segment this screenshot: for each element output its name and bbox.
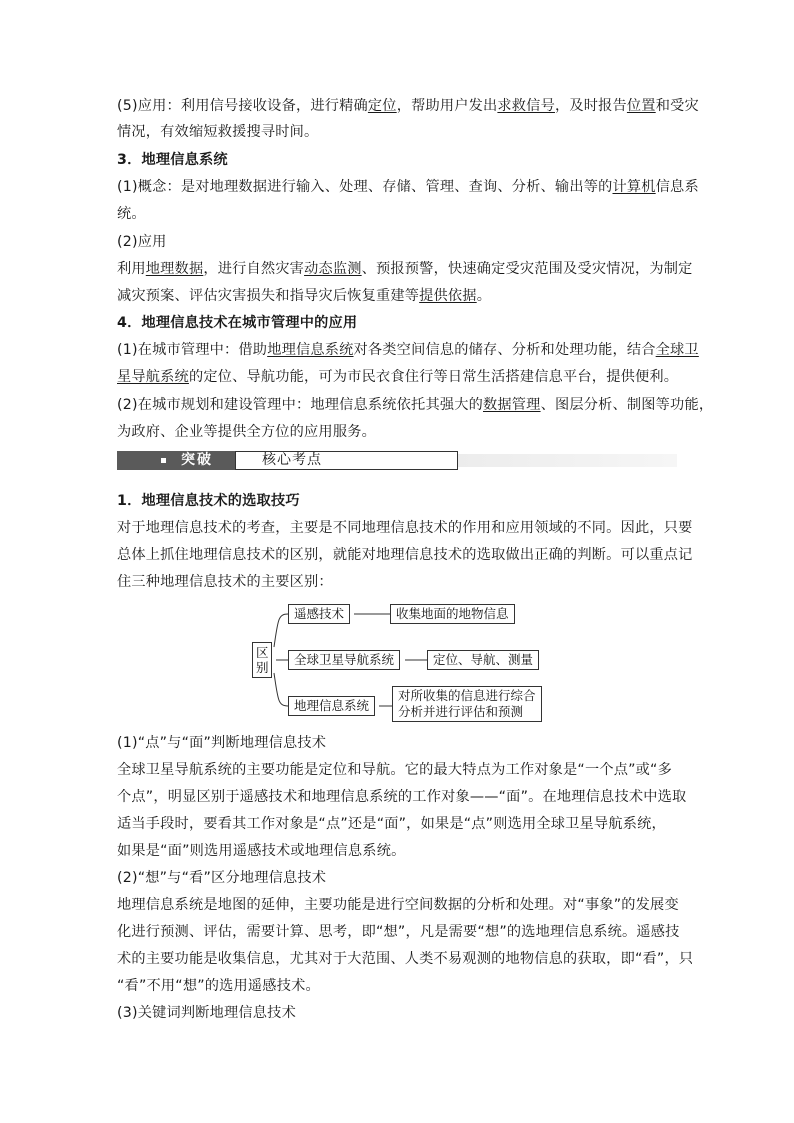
- sub-label-application: (2)应用: [117, 234, 167, 250]
- paragraph-line: 化进行预测、评估，需要计算、思考，即“想”，凡是需要“想”的选地理信息系统。遥感技: [117, 924, 680, 940]
- heading-gis: 3．地理信息系统: [117, 152, 228, 168]
- text: 信息系: [655, 179, 699, 195]
- node-gis: 地理信息系统: [288, 696, 375, 716]
- underlined-term: 动态监测: [304, 261, 362, 277]
- text: (2)在城市规划和建设管理中：地理信息系统依托其强大的: [117, 397, 483, 413]
- node-remote-sensing-desc: 收集地面的地物信息: [390, 604, 515, 624]
- node-gnss-desc: 定位、导航、测量: [427, 650, 539, 670]
- paragraph-line: 对于地理信息技术的考查，主要是不同地理信息技术的作用和应用领域的不同。因此，只要: [117, 520, 693, 536]
- banner-left-label: 突破: [181, 452, 213, 468]
- text: 和受灾: [655, 98, 699, 114]
- comparison-diagram: [252, 598, 552, 728]
- subheading-think-see: (2)“想”与“看”区分地理信息技术: [117, 870, 327, 886]
- subheading-point-area: (1)“点”与“面”判断地理信息技术: [117, 735, 327, 751]
- paragraph-line: [117, 286, 491, 306]
- paragraph-line: 为政府、企业等提供全方位的应用服务。: [117, 424, 376, 440]
- node-gis-desc: [392, 686, 542, 722]
- paragraph-line: “看”不用“想”的选用遥感技术。: [117, 978, 320, 994]
- text: 对各类空间信息的储存、分析和处理功能，结合: [353, 342, 656, 358]
- square-bullet-icon: [161, 458, 166, 463]
- text: 、预报预警，快速确定受灾范围及受灾情况，为制定: [361, 261, 693, 277]
- underlined-term: 数据管理: [483, 397, 541, 413]
- node-gnss: 全球卫星导航系统: [288, 650, 400, 670]
- section-banner: [117, 451, 677, 470]
- text: (1)概念：是对地理数据进行输入、处理、存储、管理、查询、分析、输出等的: [117, 179, 613, 195]
- text: ，帮助用户发出: [396, 98, 498, 114]
- paragraph-line: [117, 367, 678, 387]
- banner-right-label: 核心考点: [262, 452, 322, 468]
- paragraph-city-planning: [117, 395, 713, 415]
- text: (1)在城市管理中：借助: [117, 342, 268, 358]
- paragraph-gis-concept: [117, 177, 699, 197]
- connector-line: [274, 673, 288, 706]
- root-label: 区别: [256, 645, 269, 675]
- underlined-term: 位置: [626, 98, 656, 114]
- paragraph-line: 适当手段时，要看其工作对象是“点”还是“面”，如果是“点”则选用全球卫星导航系统，: [117, 816, 666, 832]
- banner-dark-block: [117, 451, 235, 470]
- connector-line: [274, 614, 288, 647]
- desc-line: 分析并进行评估和预测: [398, 704, 524, 719]
- underlined-term: 提供依据: [419, 288, 477, 304]
- paragraph-gnss-application: [117, 96, 699, 116]
- paragraph-line: 全球卫星导航系统的主要功能是定位和导航。它的最大特点为工作对象是“一个点”或“多: [117, 762, 672, 778]
- paragraph-line: 如果是“面”则选用遥感技术或地理信息系统。: [117, 843, 406, 859]
- paragraph-gis-application: [117, 259, 693, 279]
- paragraph-line: 地理信息系统是地图的延伸，主要功能是进行空间数据的分析和处理。对“事象”的发展变: [117, 897, 679, 913]
- underlined-term: 星导航系统: [117, 369, 189, 385]
- diagram-root-node: [252, 642, 272, 678]
- underlined-term: 地理信息系统: [267, 342, 354, 358]
- node-remote-sensing: 遥感技术: [288, 604, 350, 624]
- paragraph-line: 总体上抓住地理信息技术的区别，就能对地理信息技术的选取做出正确的判断。可以重点记: [117, 547, 693, 563]
- heading-selection-skills: 1．地理信息技术的选取技巧: [117, 493, 300, 509]
- text: 的定位、导航功能，可为市民衣食住行等日常生活搭建信息平台，提供便利。: [188, 369, 679, 385]
- desc-line: 对所收集的信息进行综合: [398, 688, 536, 703]
- text: (5)应用：利用信号接收设备，进行精确: [117, 98, 368, 114]
- text: 、图层分析、制图等功能，: [540, 397, 714, 413]
- underlined-term: 地理数据: [145, 261, 204, 277]
- paragraph-line: 统。: [117, 206, 146, 222]
- underlined-term: 定位: [367, 98, 397, 114]
- subheading-keywords: (3)关键词判断地理信息技术: [117, 1005, 296, 1021]
- text: 减灾预案、评估灾害损失和指导灾后恢复重建等: [117, 288, 420, 304]
- underlined-term: 计算机: [612, 179, 656, 195]
- underlined-term: 全球卫: [655, 342, 699, 358]
- paragraph-line: 情况，有效缩短救援搜寻时间。: [117, 124, 319, 140]
- paragraph-city-management: [117, 340, 699, 360]
- paragraph-line: 个点”，明显区别于遥感技术和地理信息系统的工作对象——“面”。在地理信息技术中选取: [117, 789, 687, 805]
- underlined-term: 求救信号: [497, 98, 555, 114]
- heading-city-management: 4．地理信息技术在城市管理中的应用: [117, 315, 358, 331]
- text: 。: [476, 288, 492, 304]
- text: ，进行自然灾害: [203, 261, 305, 277]
- text: 利用: [117, 261, 146, 277]
- text: ，及时报告: [554, 98, 627, 114]
- paragraph-line: 住三种地理信息技术的主要区别：: [117, 574, 333, 590]
- paragraph-line: 术的主要功能是收集信息，尤其对于大范围、人类不易观测的地物信息的获取，即“看”，只: [117, 951, 694, 967]
